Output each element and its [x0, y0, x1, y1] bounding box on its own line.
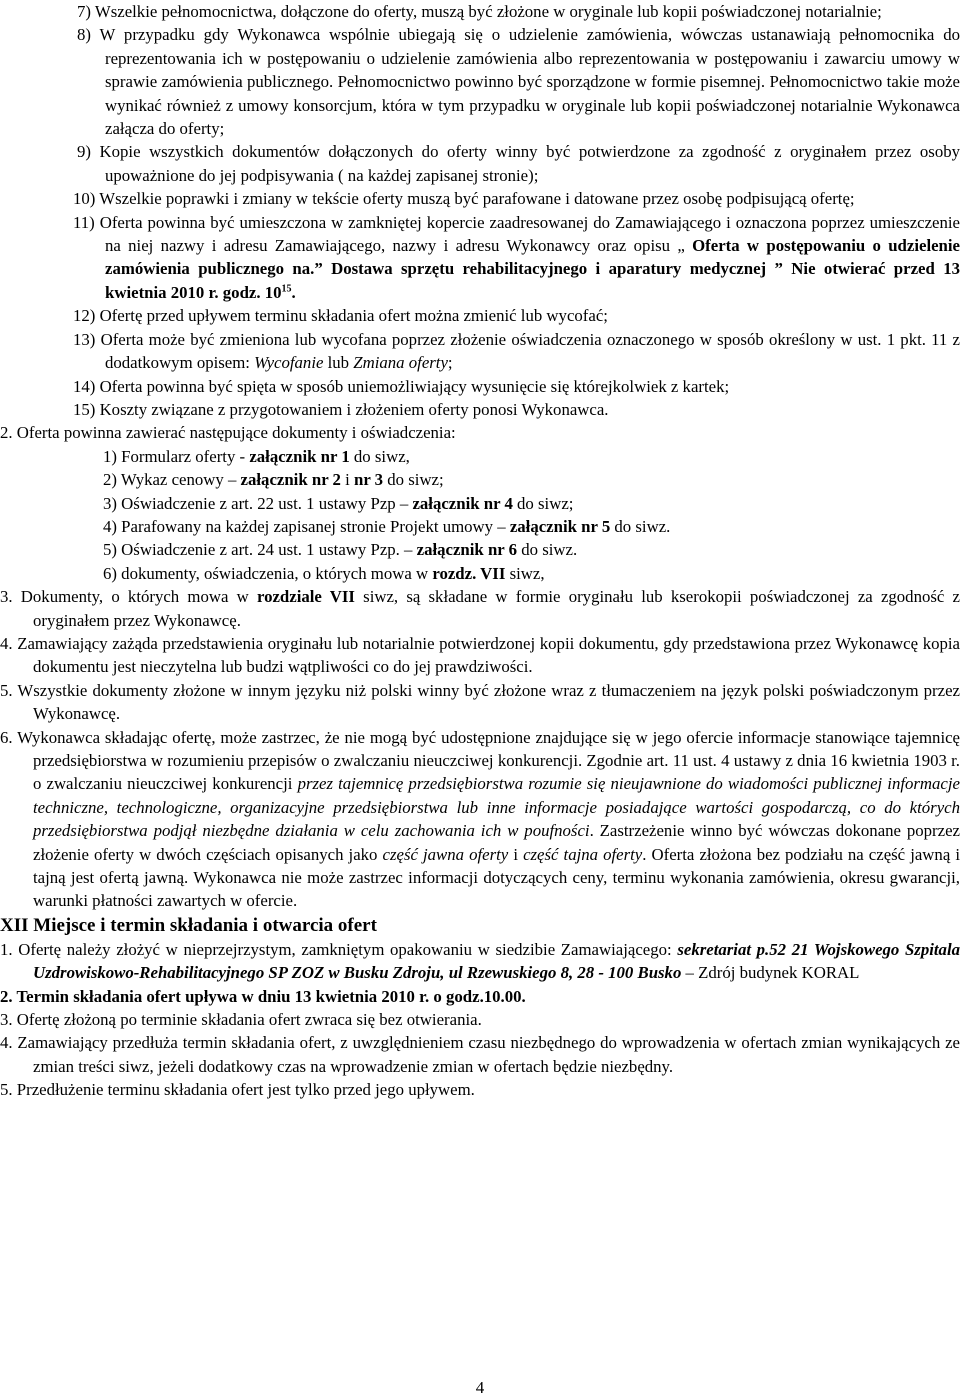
item-13-italic-1: Wycofanie	[254, 353, 324, 373]
item-13-or: lub	[323, 353, 354, 373]
para-6-definition: przez tajemnicę przedsiębiorstwa rozumie się nieujawnione do wiadomości publicznej informacje techniczne, technologiczne, organizacyjne przedsiębiorstwa lub inne informacje posiadające wartości gospodarczą, co do których przedsiębiorstwa podjął niezbędne działania w celu zachowania ich w poufności	[33, 774, 960, 841]
para-2-intro: 2. Oferta powinna zawierać następujące dokumenty i oświadczenia:	[0, 423, 456, 443]
item-13	[73, 328, 960, 375]
section-item-4: 4. Zamawiający przedłuża termin składania ofert, z uwzględnieniem czasu niezbędnego do wprowadzenia w ofertach zmian wynikających ze zmian treści siwz, jeżeli dodatkowy czas na wprowadzenie zmian w ofertach będzie niezbędny.	[0, 1033, 960, 1076]
para-2-item-6: 6) dokumenty, oświadczenia, o których mowa w rozdz. VII siwz,	[103, 563, 545, 583]
para-4: 4. Zamawiający zażąda przedstawienia oryginału lub notarialnie potwierdzonej kopii dokumentu, gdy przedstawiona przez Wykonawcę kopia dokumentu jest nieczytelna lub budzi wątpliwości co do jej prawdziwości.	[0, 633, 960, 677]
item-11-text: 11) Oferta powinna być umieszczona w zamkniętej kopercie zaadresowanej do Zamawiającego i oznaczona poprzez umieszczenie na niej nazwy i adresu Zamawiającego, nazwy i adresu Wykonawcy oraz opisu „	[73, 212, 960, 256]
item-15: 15) Koszty związane z przygotowaniem i złożeniem oferty ponosi Wykonawca.	[73, 399, 609, 419]
item-13-text: 13) Oferta może być zmieniona lub wycofana poprzez złożenie oświadczenia oznaczonego w sposób określony w ust. 1 pkt. 11 z dodatkowym opisem:	[73, 329, 960, 373]
item-8: 8) W przypadku gdy Wykonawca wspólnie ubiegają się o udzielenie zamówienia, wówczas ustanawiają pełnomocnika do reprezentowania ich w postępowaniu o udzielenie zamówienia albo reprezentowania w postępowaniu i zawarciu umowy w sprawie zamówienia publicznego. Pełnomocnictwo powinno być sporządzone w formie pisemnej. Pełnomocnictwo takie może wynikać również z umowy konsorcjum, która w tym przypadku w oryginale lub kopii poświadczonej notarialnie Wykonawca załącza do oferty;	[77, 25, 960, 139]
section-heading: XII Miejsce i termin składania i otwarcia ofert	[0, 914, 377, 936]
item-10: 10) Wszelkie poprawki i zmiany w tekście oferty muszą być parafowane i datowane przez osobę podpisującą ofertę;	[73, 189, 855, 209]
para-6: 6. Wykonawca składając ofertę, może zastrzec, że nie mogą być udostępnione znajdujące się w jego ofercie informacje stanowiące tajemnicę przedsiębiorstwa w rozumieniu przepisów o zwalczaniu nieuczciwej konkurencji. Zgodnie art. 11 ust. 4 ustawy z dnia 16 kwietnia 1903 r. o zwalczaniu nieuczciwej konkurencji przez tajemnicę przedsiębiorstwa rozumie się nieujawnione do wiadomości publicznej informacje techniczne, technologiczne, organizacyjne przedsiębiorstwa lub inne informacje posiadające wartości gospodarczą, co do których przedsiębiorstwa podjął niezbędne działania w celu zachowania ich w poufności. Zastrzeżenie winno być wówczas dokonane poprzez złożenie oferty w dwóch częściach opisanych jako część jawna oferty i część tajna oferty. Oferta złożona bez podziału na część jawną i tajną jest ofertą jawną. Wykonawca nie może zastrzec informacji dotyczących ceny, terminu wykonania zamówienia, okresu gwarancji, warunki płatności zawartych w ofercie.	[0, 727, 960, 911]
para-3: 3. Dokumenty, o których mowa w rozdziale VII siwz, są składane w formie oryginału lub kserokopii poświadczonej za zgodność z oryginałem przez Wykonawcę.	[0, 587, 960, 630]
item-7: 7) Wszelkie pełnomocnictwa, dołączone do oferty, muszą być złożone w oryginale lub kopii poświadczonej notarialnie;	[77, 2, 882, 21]
para-2-item-5: 5) Oświadczenie z art. 24 ust. 1 ustawy Pzp. – załącznik nr 6 do siwz.	[103, 540, 578, 560]
para-2-item-4: 4) Parafowany na każdej zapisanej stronie Projekt umowy – załącznik nr 5 do siwz.	[103, 516, 671, 536]
section-item-5: 5. Przedłużenie terminu składania ofert jest tylko przed jego upływem.	[0, 1080, 475, 1100]
para-5: 5. Wszystkie dokumenty złożone w innym języku niż polski winny być złożone wraz z tłumaczeniem na język polski poświadczonym przez Wykonawcę.	[0, 680, 960, 724]
page-number: 4	[475, 1378, 485, 1397]
item-11-end: .	[291, 282, 296, 302]
item-12: 12) Ofertę przed upływem terminu składania ofert można zmienić lub wycofać;	[73, 306, 608, 326]
item-13-italic-2: Zmiana oferty	[353, 353, 448, 373]
section-item-3: 3. Ofertę złożoną po terminie składania ofert zwraca się bez otwierania.	[0, 1010, 482, 1030]
item-14: 14) Oferta powinna być spięta w sposób uniemożliwiający wysunięcie się którejkolwiek z kartek;	[73, 376, 730, 396]
item-11-sup: 15	[281, 283, 292, 295]
section-item-1-address: sekretariat p.52 21 Wojskowego Szpitala Uzdrowiskowo-Rehabilitacyjnego SP ZOZ w Busku Zdroju, ul Rzewuskiego 8, 28 - 100 Busko	[33, 939, 960, 983]
para-2-item-2: 2) Wykaz cenowy – załącznik nr 2 i nr 3 do siwz;	[103, 470, 444, 490]
para-2-item-3: 3) Oświadczenie z art. 22 ust. 1 ustawy Pzp – załącznik nr 4 do siwz;	[103, 493, 574, 513]
section-item-1: 1. Ofertę należy złożyć w nieprzejrzystym, zamkniętym opakowaniu w siedzibie Zamawiającego: sekretariat p.52 21 Wojskowego Szpitala Uzdrowiskowo-Rehabilitacyjnego SP ZOZ w Busku Zdroju, ul Rzewuskiego 8, 28 - 100 Busko – Zdrój budynek KORAL	[0, 939, 960, 983]
item-11-bold: Oferta w postępowaniu o udzielenie zamówienia publicznego na.” Dostawa sprzętu rehabilitacyjnego i aparatury medycznej ” Nie otwierać przed 13 kwietnia 2010 r. godz. 10	[105, 236, 960, 302]
item-13-end: ;	[447, 353, 453, 373]
item-11	[73, 211, 960, 305]
item-9: 9) Kopie wszystkich dokumentów dołączonych do oferty winny być potwierdzone za zgodność z oryginałem przez osoby upoważnione do jej podpisywania ( na każdej zapisanej stronie);	[77, 142, 960, 185]
section-item-2: 2. Termin składania ofert upływa w dniu 13 kwietnia 2010 r. o godz.10.00.	[0, 986, 526, 1006]
para-2-item-1: 1) Formularz oferty - załącznik nr 1 do siwz,	[103, 446, 410, 466]
